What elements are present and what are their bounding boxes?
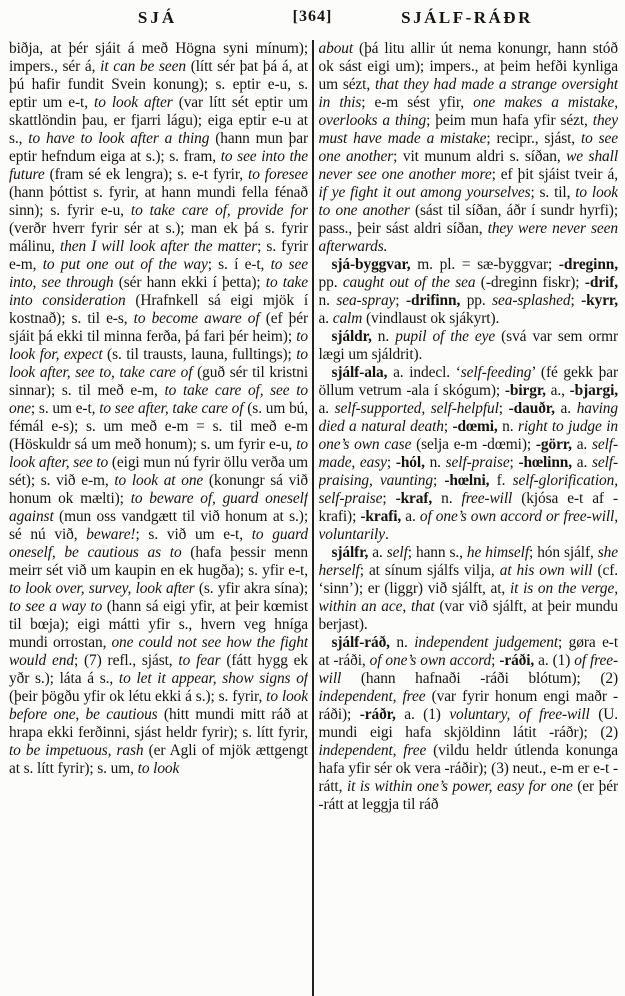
text-segment: f. xyxy=(489,472,513,489)
text-segment: a. xyxy=(554,400,577,417)
text-segment: to look for, expect xyxy=(9,328,308,363)
text-segment: (vindlaust ok sjákyrt). xyxy=(362,310,500,327)
text-segment: (fram sé ek lengra); s. e-t fyrir, xyxy=(44,166,249,183)
text-segment: to guard oneself, be cautious as to xyxy=(9,526,308,561)
text-segment: of free-will xyxy=(318,652,618,687)
text-segment: we shall never see one another more xyxy=(318,148,618,183)
text-segment: independent, free xyxy=(318,742,427,759)
text-segment: self-glorification, self-praise xyxy=(318,472,618,507)
text-segment: ; xyxy=(491,652,500,669)
text-segment: independent judgement xyxy=(414,634,559,651)
text-segment: a. xyxy=(571,436,593,453)
text-segment: (s. um bú, fémál e-s); s. um með e-m = s. til með e-m (Höskuldr sá um með honum); s. um fyrir e-u, xyxy=(9,400,308,453)
text-segment: about xyxy=(318,40,354,57)
text-segment: she herself xyxy=(318,544,618,579)
text-segment: ; hón sjálf, xyxy=(529,544,598,561)
text-segment: -hól, xyxy=(395,454,425,471)
text-segment: -krafi, xyxy=(360,508,402,525)
entry-sja-continuation-2 xyxy=(319,40,619,256)
text-segment: (þeir þögðu yfir ok létu ekki á s.); s. fyrir, xyxy=(9,688,267,705)
text-segment: a. xyxy=(318,400,335,417)
text-segment: sjálf-ráð, xyxy=(331,634,390,651)
text-segment: ; xyxy=(443,418,453,435)
text-segment: to look after, see to, take care of xyxy=(9,346,308,381)
text-segment: (er Agli of mjök ættgengt at s. lítt fyrir); s. um, xyxy=(9,742,308,777)
text-segment: pp. xyxy=(318,274,343,291)
text-segment: ’ (fé gekk þar öllum vetrum -ala í skógum); xyxy=(318,364,618,399)
text-segment: a. (1) xyxy=(395,706,450,723)
text-segment: (hafa þessir menn meirr sét við um kaupin en ek hugða); s. yfir e-t, xyxy=(9,544,308,579)
text-segment: -dœmi, xyxy=(452,418,498,435)
text-segment: sea-spray xyxy=(336,292,396,309)
text-segment: (U. mundi eigi hafa skjöldinn látit -ráðr); (2) xyxy=(318,706,618,741)
text-segment: -dauðr, xyxy=(508,400,555,417)
text-segment: ; (7) refl., sjást, xyxy=(73,652,179,669)
text-segment: (ef þér sjáit þá ekki til minna ferða, þá fari þér heim); xyxy=(9,310,308,345)
text-columns xyxy=(9,40,618,996)
text-segment: -ráðr, xyxy=(359,706,396,723)
text-segment: -bjargi, xyxy=(569,382,618,399)
text-segment: of one’s own accord or free-will, voluntarily xyxy=(318,508,618,543)
text-segment: to look after, see to xyxy=(9,436,308,471)
text-segment: ; s. fyrir e-m, xyxy=(9,238,308,273)
text-segment: -dreginn, xyxy=(558,256,618,273)
text-segment: (kjósa e-t af -krafi); xyxy=(318,490,618,525)
text-segment: self-made, easy xyxy=(318,436,618,471)
text-segment: one could not see how the fight would end xyxy=(9,634,308,669)
text-segment: to see a way to xyxy=(9,598,103,615)
text-segment: -ráði, xyxy=(499,652,535,669)
text-segment: ; xyxy=(509,454,519,471)
text-segment: (selja e-m -dœmi); xyxy=(411,436,536,453)
running-head-left: SJÁ xyxy=(137,8,178,27)
text-segment: ; xyxy=(498,400,509,417)
text-segment: to see into the future xyxy=(9,148,308,183)
text-segment: pupil of the eye xyxy=(395,328,496,345)
text-segment: n. xyxy=(318,292,337,309)
text-segment: if ye fight it out among yourselves xyxy=(318,184,531,201)
text-segment: voluntary, of free-will xyxy=(449,706,590,723)
text-segment: pp. xyxy=(460,292,493,309)
text-segment: (s. yfir akra sína); xyxy=(194,580,308,597)
text-segment: to look xyxy=(137,760,180,777)
text-segment: ; xyxy=(570,292,582,309)
text-segment: -birgr, xyxy=(504,382,546,399)
text-segment: . xyxy=(384,526,389,543)
text-segment: (hitt mundi mitt ráð at hrapa ekki ferðinni, sjást heldr fyrir); s. lítt fyrir, xyxy=(9,706,308,741)
text-segment: ; s. um e-t, xyxy=(30,400,100,417)
text-segment: (hann hafnaði -ráði blótum); (2) xyxy=(341,670,618,687)
text-segment: -drif, xyxy=(584,274,618,291)
text-segment: (Hrafnkell sá eigi mjök í kostnað); s. til e-s, xyxy=(9,292,308,327)
text-segment: a. indecl. ‘ xyxy=(387,364,461,381)
text-segment: (hann sá eigi yfir, at þeir kœmist til bœja); eigi mátti yfir s., hvern veg hníga mundi orrostan, xyxy=(9,598,308,651)
text-segment: beware! xyxy=(86,526,136,543)
text-segment: (var lítt sét eptir um skattlöndin þau, er fjarri lágu); eiga eptir e-u at s., xyxy=(9,94,308,147)
entry-sjalfr xyxy=(319,544,619,634)
text-segment: one makes a mistake, overlooks a thing xyxy=(318,94,618,129)
text-segment: ; xyxy=(395,292,406,309)
text-segment: ; xyxy=(382,490,396,507)
text-segment: to see into, see through xyxy=(9,256,308,291)
text-segment: self-supported, self-helpful xyxy=(334,400,499,417)
text-segment: sea-splashed xyxy=(492,292,571,309)
text-segment: (var við sjálft, at þeir mundu berjast). xyxy=(318,598,618,633)
text-segment: -hœlinn, xyxy=(518,454,572,471)
text-segment: sjáldr, xyxy=(331,328,372,345)
text-segment: a. xyxy=(572,454,592,471)
text-segment: right to judge in one’s own case xyxy=(318,418,618,453)
text-segment: sjálfr, xyxy=(331,544,369,561)
text-segment: they were never seen afterwards. xyxy=(318,220,618,255)
text-segment: a., xyxy=(545,382,570,399)
text-segment: to become aware of xyxy=(133,310,260,327)
text-segment: that they had made a strange oversight in this xyxy=(318,76,618,111)
text-segment: then I will look after the matter xyxy=(60,238,258,255)
text-segment: of one’s own accord xyxy=(369,652,492,669)
text-segment: sjálf-ala, xyxy=(331,364,388,381)
text-segment: ; s. til, xyxy=(530,184,576,201)
text-segment: n. xyxy=(371,328,396,345)
text-segment: ; xyxy=(433,472,445,489)
text-segment: (var fyrir honum engi maðr -ráði); xyxy=(318,688,618,723)
text-segment: (guð sér til kristni sinnar); s. til með e-m, xyxy=(9,364,308,399)
text-segment: (svá var sem ormr lægi um sjáldrit). xyxy=(318,328,618,363)
text-segment: to put one out of the way xyxy=(42,256,208,273)
text-segment: he himself xyxy=(466,544,530,561)
page-number: [364] xyxy=(292,8,333,25)
text-segment: self xyxy=(386,544,408,561)
text-segment: ; s. við um e-t, xyxy=(135,526,252,543)
text-segment: (eigi mun nú fyrir öllu verða um sét); s. við e-m, xyxy=(9,454,308,489)
text-segment: to take care of, see to one xyxy=(9,382,308,417)
text-segment: self-praise xyxy=(445,454,510,471)
text-segment: ; e-m sést yfir, xyxy=(361,94,474,111)
text-segment: n. xyxy=(432,490,462,507)
text-segment: -hœlni, xyxy=(444,472,490,489)
text-segment: (sér hann ekki í þetta); xyxy=(113,274,266,291)
text-segment: to look at one xyxy=(114,472,204,489)
text-segment: free-will xyxy=(461,490,513,507)
text-segment: it is on the verge, within an ace, that xyxy=(318,580,618,615)
text-segment: (cf. ‘sinn’); er (liggr) við sjálft, at, xyxy=(318,562,618,597)
text-segment: -kraf, xyxy=(395,490,433,507)
text-segment: ; þeim mun hafa yfir sézt, xyxy=(426,112,593,129)
text-segment: ; recipr., sjást, xyxy=(486,130,581,147)
text-segment: to fear xyxy=(178,652,221,669)
text-segment: it is within one’s power, easy for one xyxy=(346,778,573,795)
text-segment: (verðr hverr fyrir sér at s.); man ek þá s. fyrir málinu, xyxy=(9,220,308,255)
text-segment: -kyrr, xyxy=(581,292,618,309)
column-rule xyxy=(312,40,314,996)
text-segment: ; xyxy=(386,454,396,471)
text-segment: to look before one, be cautious xyxy=(9,688,308,723)
text-segment: a. xyxy=(368,544,387,561)
text-segment: to look over, survey, look after xyxy=(9,580,195,597)
text-segment: self-feeding xyxy=(460,364,532,381)
text-segment: n. xyxy=(389,634,415,651)
text-segment: to take into consideration xyxy=(9,274,308,309)
text-segment: ; at sínum sjálfs vilja, xyxy=(359,562,500,579)
text-segment: to beware of, guard oneself against xyxy=(9,490,308,525)
text-segment: (lítt sér þat þá á, at þú hafir fundit Svein konung); s. eptir e-u, s. eptir um e-t, xyxy=(9,58,308,111)
right-column xyxy=(319,40,619,996)
text-segment: caught out of the sea xyxy=(342,274,476,291)
text-segment: (vildu heldr útlenda konunga hafa yfir sér ok vera -ráðir); (3) neut., e-m er e-t -rátt, xyxy=(318,742,618,795)
text-segment: they must have made a mistake xyxy=(318,112,618,147)
text-segment: (hann mun þar eptir hefndum eiga at s.); s. fram, xyxy=(9,130,308,165)
text-segment: at his own will xyxy=(499,562,593,579)
running-head-right: SJÁLF-RÁÐR xyxy=(401,8,533,27)
text-segment: it can be seen xyxy=(100,58,186,75)
text-segment: to look after xyxy=(94,94,173,111)
text-segment: a. xyxy=(401,508,420,525)
text-segment: (konungr sá við honum ok mælti); xyxy=(9,472,308,507)
text-segment: to have to look after a thing xyxy=(28,130,210,147)
text-segment: to take care of, provide for xyxy=(130,202,308,219)
text-segment: (fátt hygg ek yðr s.); láta á s., xyxy=(9,652,308,687)
text-segment: (sást til síðan, áðr í sundr hyrfi); pass., þeir sást aldri síðan, xyxy=(318,202,618,237)
text-segment: to be impetuous, rash xyxy=(9,742,144,759)
text-segment: independent, free xyxy=(318,688,426,705)
text-segment: (mun oss vandgætt til við honum at s.); sé nú við, xyxy=(9,508,308,543)
text-segment: to foresee xyxy=(248,166,308,183)
text-segment: biðja, at þér sjáit á með Högna syni mínum); impers., sér á, xyxy=(9,40,308,75)
text-segment: a. (1) xyxy=(534,652,575,669)
text-segment: -görr, xyxy=(535,436,572,453)
text-segment: ; gøra e-t at -ráði, xyxy=(318,634,618,669)
running-header xyxy=(0,8,625,36)
entry-sjalf-rad xyxy=(319,634,619,814)
text-segment: to see one another xyxy=(318,130,618,165)
entry-sja-byggvar xyxy=(319,256,619,328)
text-segment: to look to one another xyxy=(318,184,618,219)
text-segment: calm xyxy=(332,310,363,327)
text-segment: ; s. í e-t, xyxy=(207,256,271,273)
text-segment: -drifinn, xyxy=(405,292,461,309)
text-segment: (þá litu allir út nema konungr, hann stóð ok sást eigi um); impers., at þeim hefði kynliga um sézt, xyxy=(318,40,618,93)
text-segment: having died a natural death xyxy=(318,400,618,435)
text-segment: (s. til trausts, launa, fulltings); xyxy=(102,346,297,363)
text-segment: self-praising, vaunting xyxy=(318,454,618,489)
text-segment: to let it appear, show signs of xyxy=(118,670,308,687)
text-segment: (hann þóttist s. fyrir, at hann mundi fella fénað sinn); s. fyrir e-u, xyxy=(9,184,308,219)
text-segment: m. pl. = sæ-byggvar; xyxy=(410,256,559,273)
text-segment: n. xyxy=(424,454,446,471)
text-segment: a. xyxy=(318,310,333,327)
text-segment: n. xyxy=(497,418,518,435)
entry-sjaldr xyxy=(319,328,619,364)
text-segment: ; vit munum aldri s. síðan, xyxy=(393,148,567,165)
text-segment: sjá-byggvar, xyxy=(331,256,411,273)
text-segment: ; ef þit sjáist tveir á, xyxy=(491,166,618,183)
text-segment: (er þér -rátt at leggja til ráð xyxy=(318,778,618,813)
left-column xyxy=(9,40,308,996)
text-segment: ; hann s., xyxy=(407,544,467,561)
text-segment: to see after, take care of xyxy=(99,400,244,417)
entry-sja-continuation xyxy=(9,40,308,778)
text-segment: (-dreginn fiskr); xyxy=(475,274,585,291)
entry-sjalf-ala xyxy=(319,364,619,544)
